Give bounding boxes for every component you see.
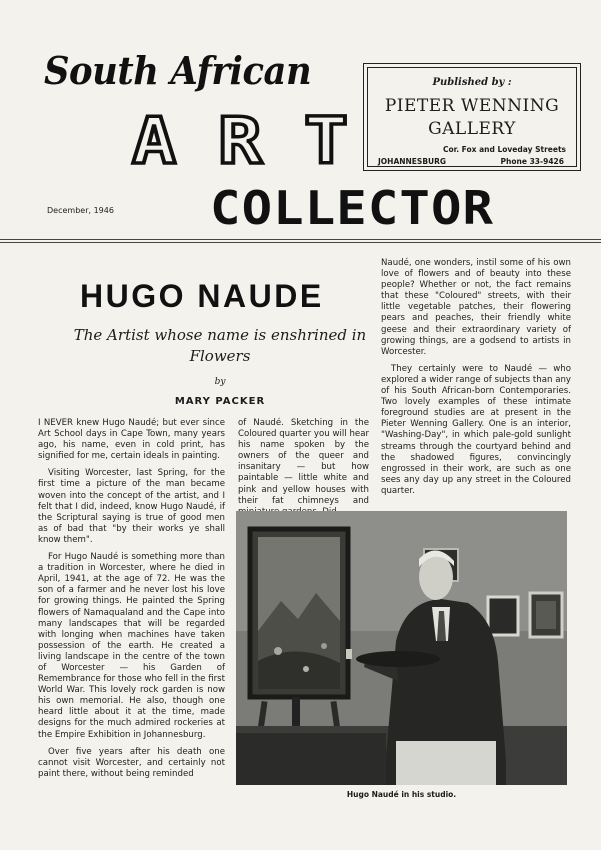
- paragraph: Naudé, one wonders, instil some of his own love of flowers and of beauty into these people? Whether or not, the fact remains that these "Coloured" streets, with their little vegetable patches, their flowering pears and peaches, their friendly white geese and their extraordinary variety of growing things, are a godsend to artists in Worcester.: [381, 258, 571, 357]
- masthead-south-african: South African: [44, 48, 312, 93]
- publisher-box: [363, 63, 581, 171]
- gallery-phone: Phone 33-9426: [500, 157, 564, 166]
- article-column-1: [38, 418, 225, 786]
- masthead-divider: [0, 239, 601, 240]
- issue-date: December, 1946: [47, 206, 114, 215]
- masthead-collector: COLLECTOR: [210, 181, 495, 235]
- gallery-city: JOHANNESBURG: [378, 157, 447, 166]
- paragraph: Visiting Worcester, last Spring, for the first time a picture of the man became woven into the concept of the artist, and I felt that I did, indeed, know Hugo Naudé, if the Scriptural saying is true of good men as of bad that "by their works ye shall know them".: [38, 468, 225, 545]
- masthead-divider: [0, 242, 601, 243]
- paragraph: They certainly were to Naudé — who explored a wider range of subjects than any of his South African-born Contemporaries. Two lovely examples of these intimate foreground studies are at present in the Pieter Wenning Gallery. One is an interior, "Washing-Day", in which pale-gold sunlight streams through the courtyard behind and the shadowed figures, convincingly engrossed in their work, are such as one sees any day up any street in the Coloured quarter.: [381, 363, 571, 496]
- studio-photograph: [236, 511, 567, 785]
- published-by-label: Published by :: [432, 77, 512, 88]
- paragraph: I NEVER knew Hugo Naudé; but ever since Art School days in Cape Town, many years ago, his name, even in cold print, has signified for me, certain ideals in painting.: [38, 418, 225, 462]
- article-author: MARY PACKER: [174, 396, 266, 407]
- gallery-address: Cor. Fox and Loveday Streets: [442, 145, 566, 154]
- byline-by: by: [214, 377, 226, 387]
- masthead-art-letter: R: [217, 105, 263, 179]
- paragraph: For Hugo Naudé is something more than a tradition in Worcester, where he died in April, 1941, at the age of 72. He was the son of a farmer and he never lost his love for growing things. He painted the Spring flowers of Namaqualand and the Cape into many landscapes that will be regarded with longing when machines have taken possession of the earth. He created a living landscape in the centre of the town of Worcester — his Garden of Remembrance for those who fell in the first World War. This lovely rock garden is now his own memorial. He also, though one heard little about it at the time, made designs for the much admired rockeries at the Empire Exhibition in Johannesburg.: [38, 552, 225, 740]
- photo-caption: Hugo Naudé in his studio.: [346, 790, 457, 799]
- paragraph: of Naudé. Sketching in the Coloured quarter you will hear his name spoken by the owners of the queer and insanitary — but how paintable — little white and pink and yellow houses with their fat chimneys and: [238, 418, 369, 506]
- gallery-name: [368, 95, 576, 141]
- article-title: HUGO NAUDE: [80, 278, 324, 314]
- gallery-name-line: PIETER WENNING: [384, 96, 560, 116]
- photo-illustration: [236, 511, 567, 785]
- article-column-2: [238, 418, 369, 524]
- masthead-art-letter: A: [131, 105, 177, 179]
- masthead-art: [115, 105, 365, 179]
- masthead-art-letter: T: [303, 105, 349, 179]
- article-column-3: [381, 258, 571, 503]
- paragraph: Over five years after his death one cannot visit Worcester, and certainly not paint there, without being reminded: [38, 746, 225, 779]
- article-subtitle: The Artist whose name is enshrined in Flowers: [73, 326, 367, 365]
- gallery-name-line: GALLERY: [428, 119, 516, 139]
